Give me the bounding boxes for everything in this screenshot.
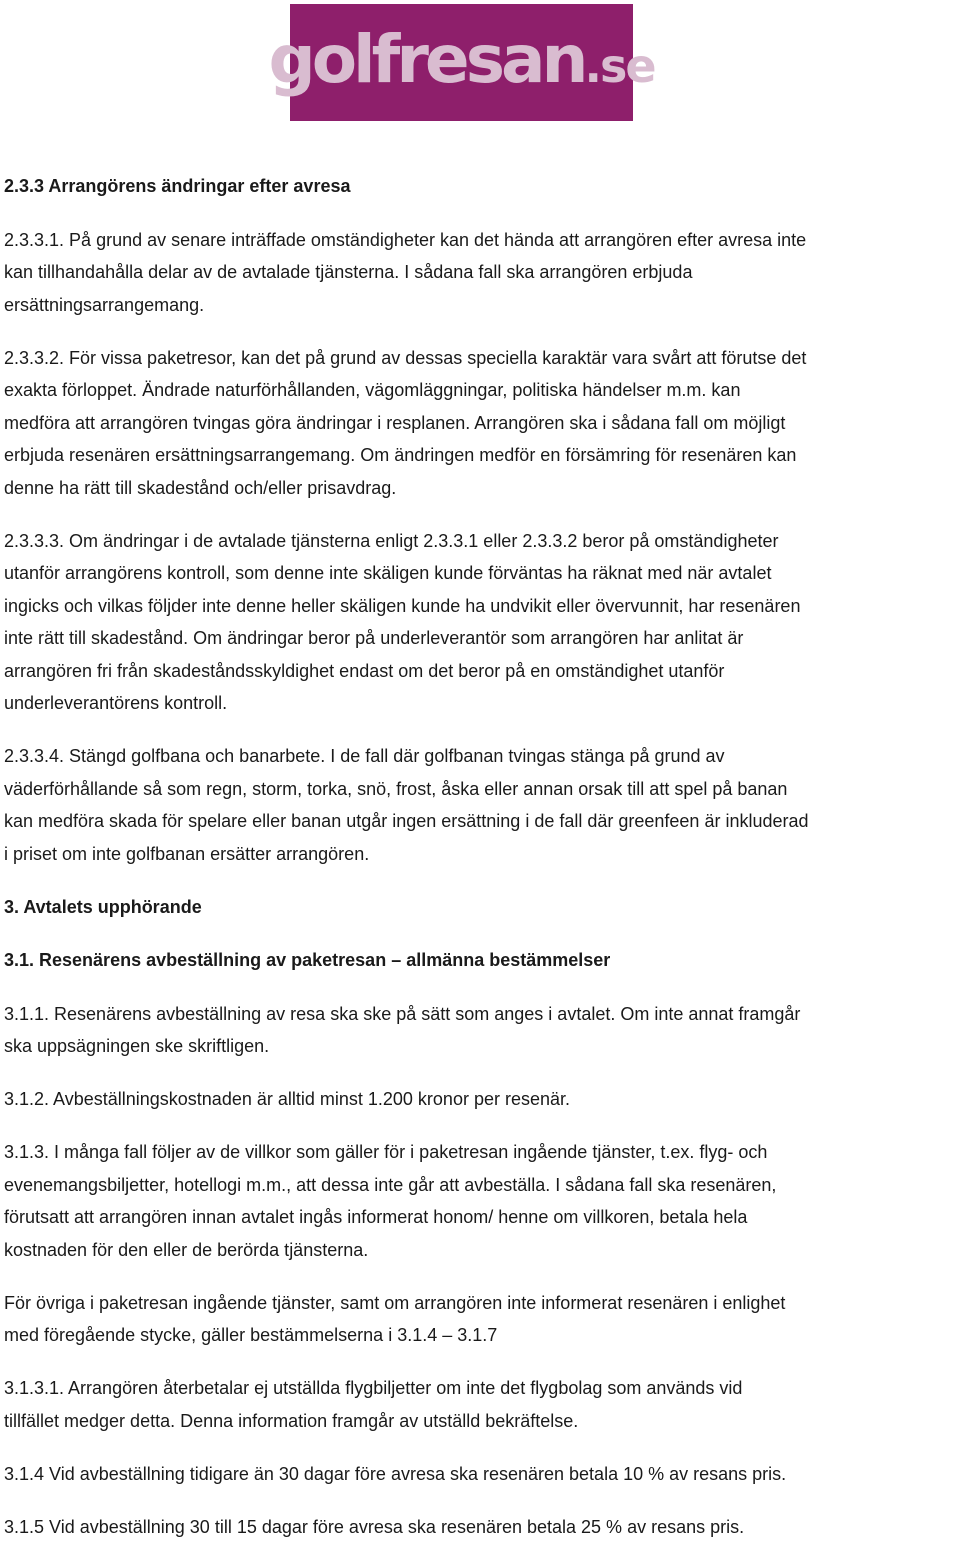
heading-text: 2.3.3 Arrangörens ändringar efter avresa (4, 176, 351, 196)
logo-wordmark (268, 20, 655, 98)
text-line: 3.1.3.1. Arrangören återbetalar ej utställda flygbiljetter om inte det flygbolag som används vid (4, 1378, 743, 1398)
section-heading (4, 891, 960, 924)
paragraph-3-1-3-1 (4, 1372, 960, 1437)
text-line: förutsatt att arrangören innan avtalet ingås informerat honom/ henne om villkoren, betala hela (4, 1207, 748, 1227)
text-line: 3.1.2. Avbeställningskostnaden är alltid minst 1.200 kronor per resenär. (4, 1089, 571, 1109)
text-line: 2.3.3.1. På grund av senare inträffade omständigheter kan det hända att arrangören efter avresa inte (4, 229, 807, 250)
text-line: med föregående stycke, gäller bestämmelserna i 3.1.4 – 3.1.7 (4, 1325, 498, 1345)
text-line: 3.1.1. Resenärens avbeställning av resa ska ske på sätt som anges i avtalet. Om inte annat framgår (4, 1003, 801, 1024)
logo-main-text: golfresan (268, 20, 585, 98)
heading-text: 3. Avtalets upphörande (4, 896, 202, 917)
paragraph-3-1-5 (4, 1511, 960, 1544)
document-body (4, 170, 960, 1564)
heading-text: 3.1. Resenärens avbeställning av paketresan – allmänna bestämmelser (4, 950, 611, 970)
section-heading (4, 170, 960, 203)
golfresan-logo (268, 4, 655, 121)
text-line: 3.1.4 Vid avbeställning tidigare än 30 dagar före avresa ska resenären betala 10 % av resans pris. (4, 1463, 787, 1484)
text-line: väderförhållande så som regn, storm, torka, snö, frost, åska eller annan orsak till att spel på banan (4, 778, 788, 799)
paragraph-2-3-3-3 (4, 525, 960, 720)
text-line: evenemangsbiljetter, hotellogi m.m., att dessa inte går att avbeställa. I sådana fall ska resenären, (4, 1174, 777, 1195)
text-line: ersättningsarrangemang. (4, 294, 205, 315)
text-line: 2.3.3.4. Stängd golfbana och banarbete. I de fall där golfbanan tvingas stänga på grund av (4, 746, 725, 766)
paragraph-ovriga (4, 1287, 960, 1352)
text-line: 2.3.3.2. För vissa paketresor, kan det på grund av dessas speciella karaktär vara svårt att förutse det (4, 347, 807, 368)
text-line: erbjuda resenären ersättningsarrangemang. Om ändringen medför en försämring för resenären kan (4, 445, 797, 465)
text-line: i priset om inte golfbanan ersätter arrangören. (4, 843, 370, 864)
paragraph-2-3-3-2 (4, 342, 960, 505)
text-line: arrangören fri från skadeståndsskyldighet endast om det beror på en omständighet utanför (4, 660, 725, 681)
text-line: denne ha rätt till skadestånd och/eller prisavdrag. (4, 477, 397, 498)
text-line: 2.3.3.3. Om ändringar i de avtalade tjänsterna enligt 2.3.3.1 eller 2.3.3.2 beror på omständigheter (4, 530, 779, 551)
text-line: 3.1.5 Vid avbeställning 30 till 15 dagar före avresa ska resenären betala 25 % av resans pris. (4, 1516, 745, 1537)
paragraph-3-1-2 (4, 1083, 960, 1116)
text-line: exakta förloppet. Ändrade naturförhållanden, vägomläggningar, politiska händelser m.m. kan (4, 380, 741, 400)
text-line: För övriga i paketresan ingående tjänster, samt om arrangören inte informerat resenären i enlighet (4, 1292, 786, 1313)
text-line: inte rätt till skadestånd. Om ändringar beror på underleverantör som arrangören har anlitat är (4, 628, 744, 648)
text-line: 3.1.3. I många fall följer av de villkor som gäller för i paketresan ingående tjänster, t.ex. flyg- och (4, 1142, 768, 1162)
paragraph-3-1-4 (4, 1458, 960, 1491)
logo-suffix-text: .se (584, 38, 655, 93)
text-line: ingicks och vilkas följder inte denne heller skäligen kunde ha undvikit eller övervunnit, har resenären (4, 595, 801, 616)
text-line: medföra att arrangören tvingas göra ändringar i resplanen. Arrangören ska i sådana fall om möjligt (4, 412, 786, 433)
subsection-heading (4, 944, 960, 977)
text-line: underleverantörens kontroll. (4, 693, 228, 713)
paragraph-3-1-1 (4, 998, 960, 1063)
paragraph-3-1-3 (4, 1136, 960, 1266)
text-line: kostnaden för den eller de berörda tjänsterna. (4, 1239, 369, 1260)
text-line: tillfället medger detta. Denna information framgår av utställd bekräftelse. (4, 1410, 579, 1431)
text-line: kan tillhandahålla delar av de avtalade tjänsterna. I sådana fall ska arrangören erbjuda (4, 262, 693, 282)
text-line: utanför arrangörens kontroll, som denne inte skäligen kunde förväntas ha räknat med när avtalet (4, 563, 772, 583)
paragraph-2-3-3-1 (4, 224, 960, 322)
paragraph-2-3-3-4 (4, 740, 960, 870)
text-line: ska uppsägningen ske skriftligen. (4, 1036, 270, 1056)
text-line: kan medföra skada för spelare eller banan utgår ingen ersättning i de fall där greenfeen är inkluderad (4, 811, 809, 831)
